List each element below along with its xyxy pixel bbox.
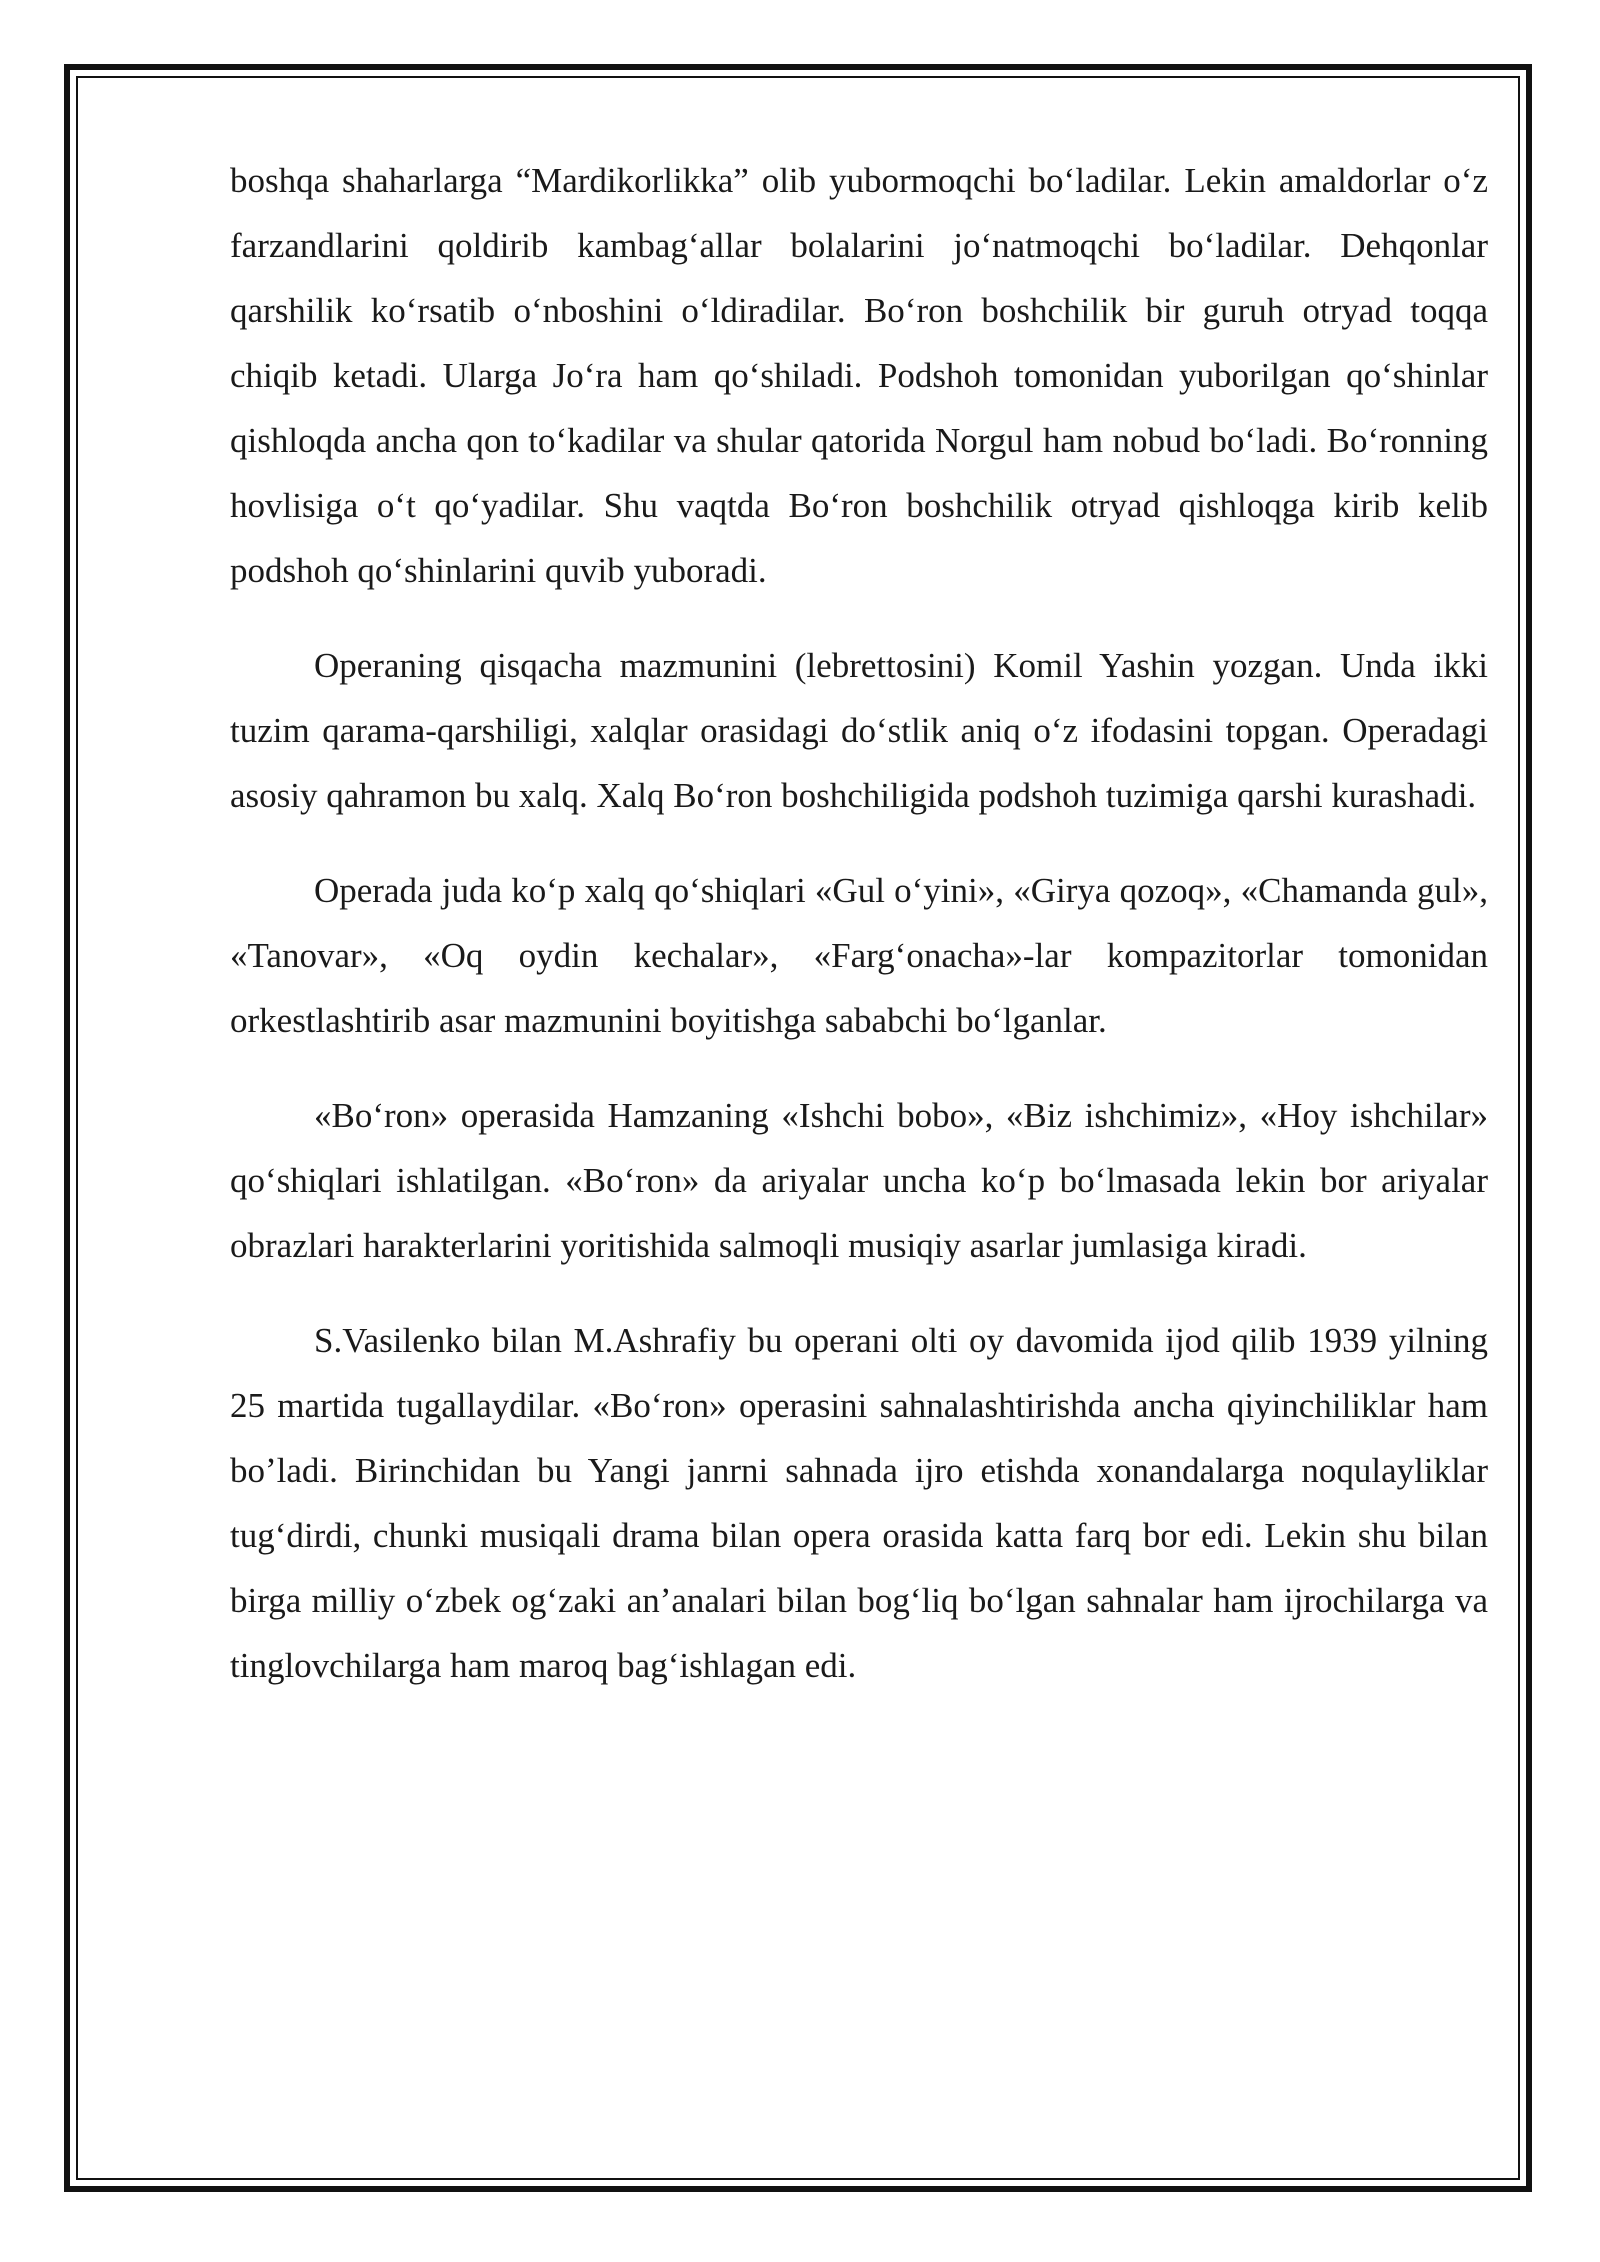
paragraph-2: Operaning qisqacha mazmunini (lebrettosini) Komil Yashin yozgan. Unda ikki tuzim qarama-qarshiligi, xalqlar orasidagi doʻstlik aniq oʻz ifodasini topgan. Operadagi asosiy qahramon bu xalq. Xalq Boʻron boshchiligida podshoh tuzimiga qarshi kurashadi. — [230, 646, 1488, 815]
paragraph-3: Operada juda koʻp xalq qoʻshiqlari «Gul oʻyini», «Girya qozoq», «Chamanda gul», «Tanovar», «Oq oydin kechalar», «Fargʻonacha»-lar kompazitorlar tomonidan orkestlashtirib asar mazmunini boyitishga sababchi boʻlganlar. — [230, 871, 1488, 1040]
document-body — [230, 148, 1488, 1728]
paragraph-1: boshqa shaharlarga “Mardikorlikka” olib yubormoqchi boʻladilar. Lekin amaldorlar oʻz farzandlarini qoldirib kambagʻallar bolalarini joʻnatmoqchi boʻladilar. Dehqonlar qarshilik koʻrsatib oʻnboshini oʻldiradilar. Boʻron boshchilik bir guruh otryad toqqa chiqib ketadi. Ularga Joʻra ham qoʻshiladi. Podshoh tomonidan yuborilgan qoʻshinlar qishloqda ancha qon toʻkadilar va shular qatorida Norgul ham nobud boʻladi. Boʻronning hovlisiga oʻt qoʻyadilar. Shu vaqtda Boʻron boshchilik otryad qishloqga kirib kelib podshoh qoʻshinlarini quvib yuboradi. — [230, 161, 1488, 590]
paragraph-4: «Boʻron» operasida Hamzaning «Ishchi bobo», «Biz ishchimiz», «Hoy ishchilar» qoʻshiqlari ishlatilgan. «Boʻron» da ariyalar uncha koʻp boʻlmasada lekin bor ariyalar obrazlari harakterlarini yoritishida salmoqli musiqiy asarlar jumlasiga kiradi. — [230, 1096, 1488, 1265]
paragraph-5: S.Vasilenko bilan M.Ashrafiy bu operani olti oy davomida ijod qilib 1939 yilning 25 martida tugallaydilar. «Boʻron» operasini sahnalashtirishda ancha qiyinchiliklar ham boʼladi. Birinchidan bu Yangi janrni sahnada ijro etishda xonandalarga noqulayliklar tugʻdirdi, chunki musiqali drama bilan opera orasida katta farq bor edi. Lekin shu bilan birga milliy oʻzbek ogʻzaki anʼanalari bilan bogʻliq boʻlgan sahnalar ham ijrochilarga va tinglovchilarga ham maroq bagʻishlagan edi. — [230, 1321, 1488, 1685]
